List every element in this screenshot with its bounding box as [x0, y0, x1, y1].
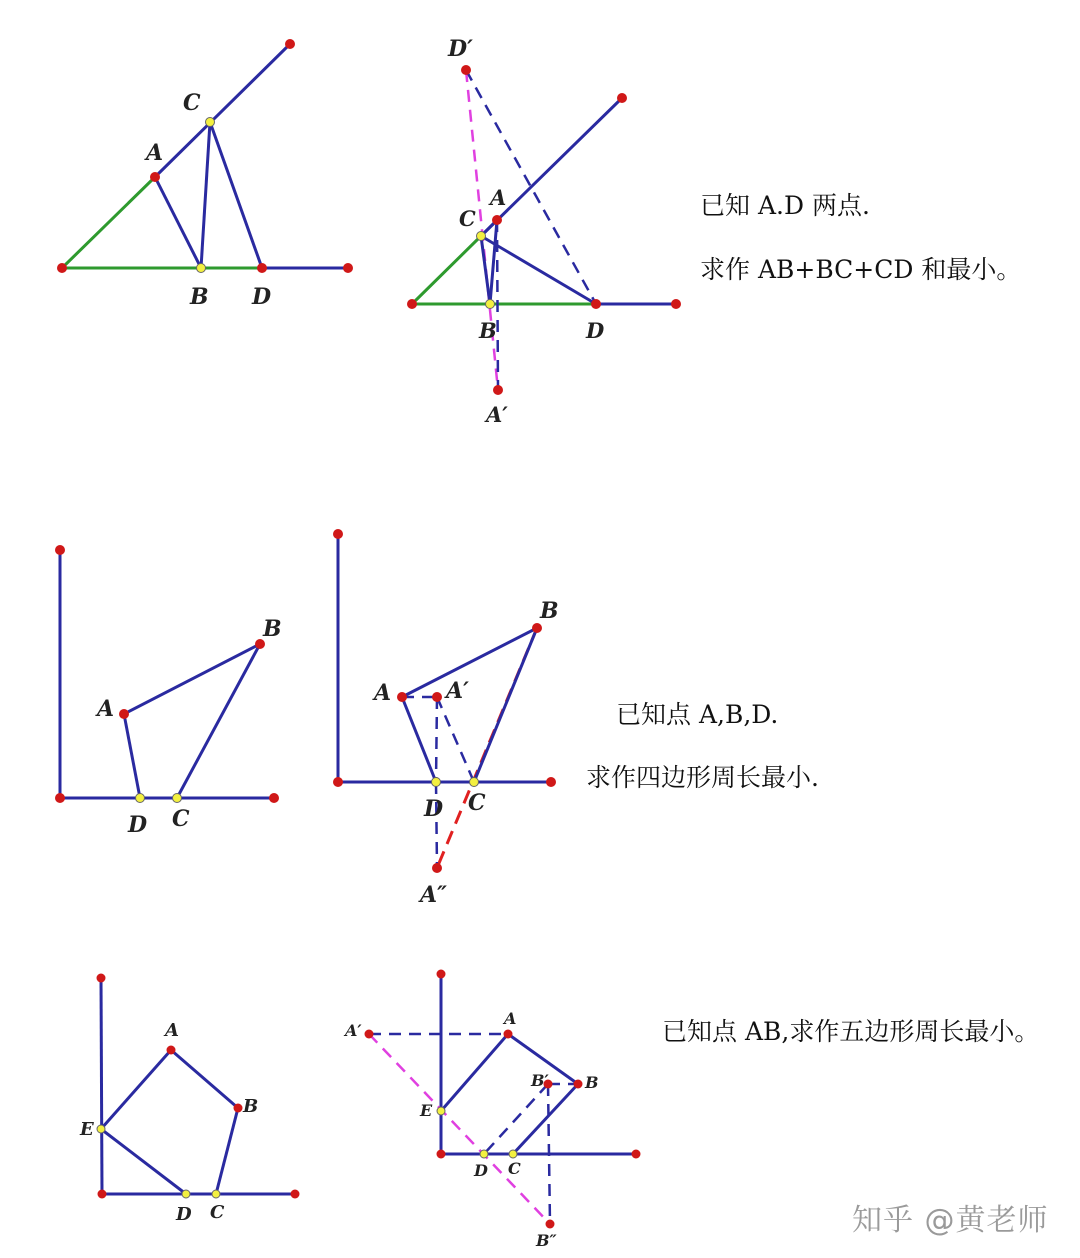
- p2-label-A: A: [97, 696, 115, 722]
- p2s-point-B: [532, 623, 542, 633]
- p3s-point-D: [480, 1150, 488, 1158]
- p2s-label-C: C: [468, 790, 486, 816]
- p1-label-B: B: [190, 284, 209, 310]
- p3-point-E: [97, 1125, 105, 1133]
- p2s-segment-AB: [402, 628, 537, 697]
- p3s-point-E: [437, 1107, 445, 1115]
- p3s-label-C: C: [508, 1159, 521, 1178]
- p2s-point-A: [397, 692, 407, 702]
- p2-statement-task: 求作四边形周长最小.: [586, 763, 819, 792]
- p3-vertical-side: [101, 978, 102, 1194]
- p1s-ray-end-point-upper: [617, 93, 627, 103]
- p3s-point-A: [504, 1030, 513, 1039]
- p3-point-D: [182, 1190, 190, 1198]
- p3s-label-B-double-prime: B″: [536, 1231, 557, 1250]
- p1s-point-D-prime: [461, 65, 471, 75]
- p2-point-C: [173, 794, 182, 803]
- p2s-point-A-double-prime: [432, 863, 442, 873]
- p1-segment-CD: [210, 122, 262, 268]
- p1-label-D: D: [252, 284, 272, 310]
- p1-statement-task: 求作 AB+BC+CD 和最小。: [700, 255, 1022, 284]
- p3-label-B: B: [243, 1096, 259, 1117]
- p3-right-end-point: [291, 1190, 300, 1199]
- p1s-label-A-prime: A′: [486, 402, 508, 427]
- watermark-text: 知乎 @黄老师: [852, 1203, 1049, 1238]
- p3-segment-AB: [171, 1050, 238, 1108]
- p1-upper-side: [62, 177, 155, 268]
- p2s-dashed-A-prime-D: [436, 697, 437, 782]
- p1-point-A: [150, 172, 160, 182]
- p1s-label-A: A: [490, 185, 507, 210]
- p2s-label-A-prime: A′: [446, 678, 469, 704]
- p2s-segment-AD: [402, 697, 436, 782]
- p2-corner-point: [55, 793, 65, 803]
- p3-label-C: C: [210, 1202, 225, 1223]
- p3s-right-end-point: [632, 1150, 641, 1159]
- p2-segment-BC: [177, 644, 260, 798]
- p1s-upper-ray: [481, 98, 622, 236]
- p1-given-figure: [57, 39, 353, 310]
- p1-segment-AB: [155, 177, 201, 268]
- p3s-segment-EA: [441, 1034, 508, 1111]
- p1-segment-BC: [201, 122, 210, 268]
- p3-label-E: E: [80, 1119, 94, 1140]
- p3s-dashed-B-prime-D: [484, 1084, 548, 1154]
- p2s-right-end-point: [546, 777, 556, 787]
- p3-label-A: A: [165, 1020, 179, 1041]
- p3s-reflection-line-A-prime-B-double-prime: [369, 1034, 550, 1224]
- p1-ray-end-point: [343, 263, 353, 273]
- p3s-label-A-prime: A′: [345, 1021, 362, 1040]
- p2-solution-figure: [333, 529, 559, 908]
- p2s-top-point: [333, 529, 343, 539]
- p2s-point-C: [470, 778, 479, 787]
- p3-label-D: D: [176, 1204, 192, 1225]
- p1s-label-D: D: [586, 318, 605, 343]
- p3-corner-point: [98, 1190, 107, 1199]
- p3s-label-D: D: [474, 1161, 488, 1180]
- p2-point-A: [119, 709, 129, 719]
- p3s-label-A: A: [504, 1009, 517, 1028]
- p2-label-D: D: [128, 812, 148, 838]
- p2-right-end-point: [269, 793, 279, 803]
- p1s-point-A-prime: [493, 385, 503, 395]
- p1-vertex-point: [57, 263, 67, 273]
- problem-2-panel: [0, 500, 1080, 920]
- p1s-label-B: B: [479, 318, 497, 343]
- problem-1-panel: [0, 0, 1080, 440]
- p3s-top-point: [437, 970, 446, 979]
- p2s-label-A: A: [374, 680, 392, 706]
- p1-label-A: A: [146, 140, 164, 166]
- p1s-point-D: [591, 299, 601, 309]
- p1-point-D: [257, 263, 267, 273]
- p3-segment-ED: [101, 1129, 186, 1194]
- p2s-label-B: B: [540, 598, 559, 624]
- p1s-upper-side: [412, 236, 481, 304]
- p3-point-C: [212, 1190, 220, 1198]
- p2-statement-given: 已知点 A,B,D.: [616, 700, 779, 729]
- p2s-point-A-prime: [432, 692, 442, 702]
- p2-label-B: B: [263, 616, 282, 642]
- p1-statement-given: 已知 A.D 两点.: [700, 191, 870, 220]
- p2s-segment-BC: [474, 628, 537, 782]
- p3-point-B: [234, 1104, 243, 1113]
- p1s-ray-end-point: [671, 299, 681, 309]
- p2-label-C: C: [172, 806, 190, 832]
- p1s-point-C: [477, 232, 486, 241]
- p2s-corner-point: [333, 777, 343, 787]
- p2s-point-D: [432, 778, 441, 787]
- p3s-point-B: [574, 1080, 583, 1089]
- p3s-corner-point: [437, 1150, 446, 1159]
- p3s-label-E: E: [420, 1101, 433, 1120]
- p1s-label-D-prime: D′: [448, 36, 473, 62]
- p3-given-figure: [79, 974, 300, 1226]
- p1s-label-C: C: [459, 206, 476, 231]
- p2s-label-D: D: [424, 796, 444, 822]
- problem-1-figures: [0, 0, 1080, 440]
- p3-point-A: [167, 1046, 176, 1055]
- p3-segment-EA: [101, 1050, 171, 1129]
- p1s-segment-AB: [490, 220, 497, 304]
- p2s-dashed-A-prime-C: [437, 697, 474, 782]
- p3s-dashed-B-prime-B-double-prime: [548, 1084, 550, 1224]
- p2-point-D: [136, 794, 145, 803]
- p1s-vertex-point: [407, 299, 417, 309]
- p3-solution-figure: [343, 970, 641, 1251]
- p3s-point-A-prime: [365, 1030, 374, 1039]
- p1s-point-B: [486, 300, 495, 309]
- p1-label-C: C: [183, 90, 201, 116]
- p3-statement: 已知点 AB,求作五边形周长最小。: [662, 1017, 1040, 1046]
- p2-given-figure: [55, 545, 282, 838]
- p3s-point-B-double-prime: [546, 1220, 555, 1229]
- p2s-label-A-double-prime: A″: [420, 882, 447, 908]
- p3-top-point: [97, 974, 106, 983]
- p1-point-C: [206, 118, 215, 127]
- p2-top-point: [55, 545, 65, 555]
- p3-segment-BC: [216, 1108, 238, 1194]
- p1-point-B: [197, 264, 206, 273]
- p1-ray-end-point-upper: [285, 39, 295, 49]
- p3s-point-C: [509, 1150, 517, 1158]
- p1s-segment-BC: [481, 236, 490, 304]
- p3s-label-B-prime: B′: [531, 1071, 549, 1090]
- p3s-label-B: B: [585, 1073, 599, 1092]
- p2-segment-AD: [124, 714, 140, 798]
- p3s-segment-BC: [513, 1084, 578, 1154]
- p1s-point-A: [492, 215, 502, 225]
- problem-2-figures: [0, 500, 1080, 920]
- p2s-dashed-D-A-double-prime: [436, 782, 437, 868]
- p1-solution-figure: [407, 36, 681, 427]
